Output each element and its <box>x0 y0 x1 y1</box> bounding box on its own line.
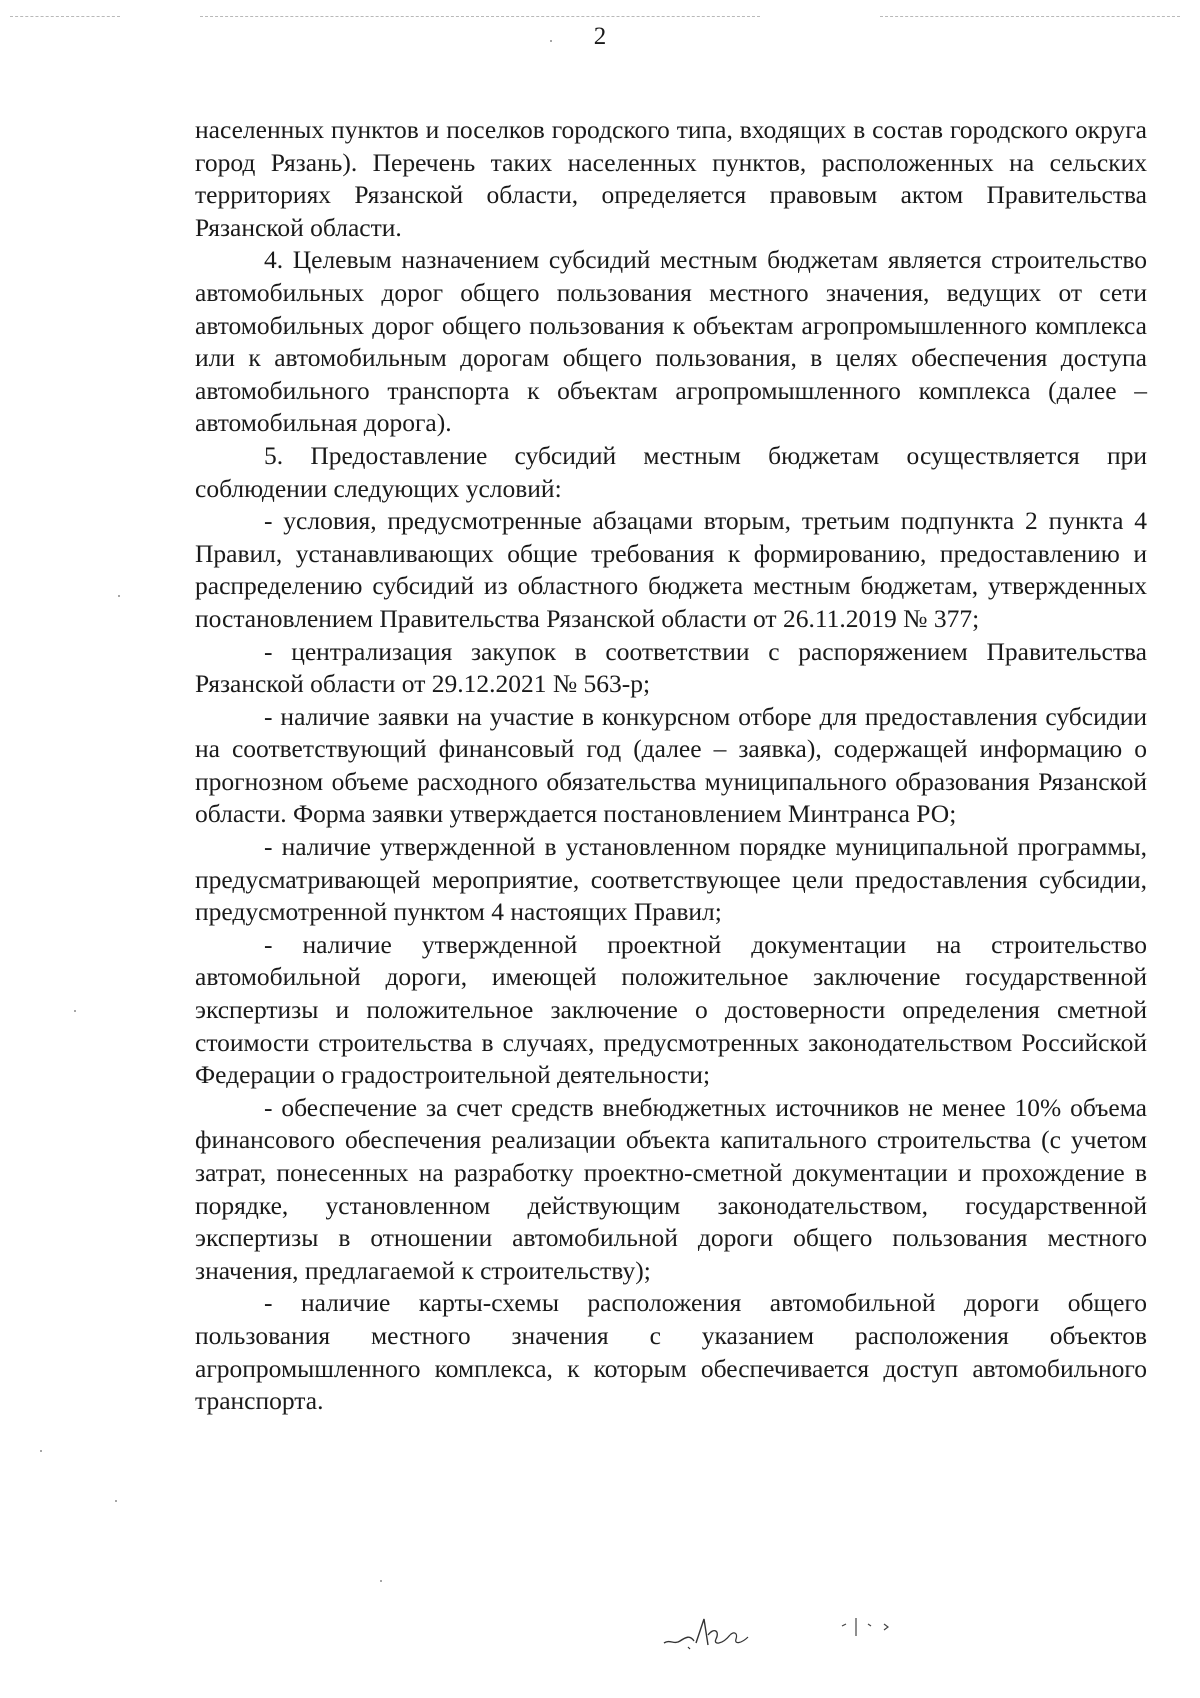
scan-speck <box>380 1580 382 1582</box>
scan-speck <box>115 1500 117 1502</box>
condition-list-item: - централизация закупок в соответствии с распоряжением Правительства Рязанской области от 29.12.2021 № 563-р; <box>195 636 1147 699</box>
condition-list-item: - условия, предусмотренные абзацами вторым, третьим подпункта 2 пункта 4 Правил, устанавливающих общие требования к формированию, предоставлению и распределению субсидий из областного бюджета местным бюджетам, утвержденных постановлением Правительства Рязанской области от 26.11.2019 № 377; <box>195 506 1147 633</box>
margin-mark-icon <box>840 1612 900 1642</box>
scan-speck <box>40 1450 42 1452</box>
paragraph-continuation: населенных пунктов и поселков городского типа, входящих в состав городского округа город Рязань). Перечень таких населенных пунктов, расположенных на сельских территориях Рязанской области, определяется правовым актом Правительства Рязанской области. <box>195 115 1147 242</box>
document-body <box>195 114 1147 1418</box>
scan-speck <box>118 595 120 597</box>
scan-speck <box>74 1010 76 1012</box>
scan-edge-line <box>880 16 1180 17</box>
condition-list-item: - наличие заявки на участие в конкурсном отборе для предоставления субсидии на соответствующий финансовый год (далее – заявка), содержащей информацию о прогнозном объеме расходного обязательства муниципального образования Рязанской области. Форма заявки утверждается постановлением Минтранса РО; <box>195 701 1147 829</box>
scan-edge-line <box>200 16 760 17</box>
condition-list-item: - наличие утвержденной в установленном порядке муниципальной программы, предусматривающей мероприятие, соответствующее цели предоставления субсидии, предусмотренной пунктом 4 настоящих Правил; <box>195 832 1147 927</box>
condition-list-item: - наличие утвержденной проектной документации на строительство автомобильной дороги, имеющей положительное заключение государственной экспертизы и положительное заключение о достоверности определения сметной стоимости строительства в случаях, предусмотренных законодательством Российской Федерации о градостроительной деятельности; <box>195 929 1147 1090</box>
scan-edge-line <box>10 16 120 17</box>
paragraph-item-4: 4. Целевым назначением субсидий местным бюджетам является строительство автомобильных дорог общего пользования местного значения, ведущих от сети автомобильных дорог общего пользования к объектам агропромышленного комплекса или к автомобильным дорогам общего пользования, в целях обеспечения доступа автомобильного транспорта к объектам агропромышленного комплекса (далее – автомобильная дорога). <box>195 245 1147 438</box>
condition-list-item: - наличие карты-схемы расположения автомобильной дороги общего пользования местного значения с указанием расположения объектов агропромышленного комплекса, к которым обеспечивается доступ автомобильного транспорта. <box>195 1288 1147 1416</box>
condition-list-item: - обеспечение за счет средств внебюджетных источников не менее 10% объема финансового обеспечения реализации объекта капитального строительства (с учетом затрат, понесенных на разработку проектно-сметной документации и прохождение в порядке, установленном действующим законодательством, государственной экспертизы в отношении автомобильной дороги общего пользования местного значения, предлагаемой к строительству); <box>195 1092 1147 1285</box>
signature-icon <box>660 1605 760 1655</box>
paragraph-item-5: 5. Предоставление субсидий местным бюджетам осуществляется при соблюдении следующих условий: <box>195 440 1147 503</box>
page-number: 2 <box>593 23 607 50</box>
scan-speck <box>550 40 552 42</box>
